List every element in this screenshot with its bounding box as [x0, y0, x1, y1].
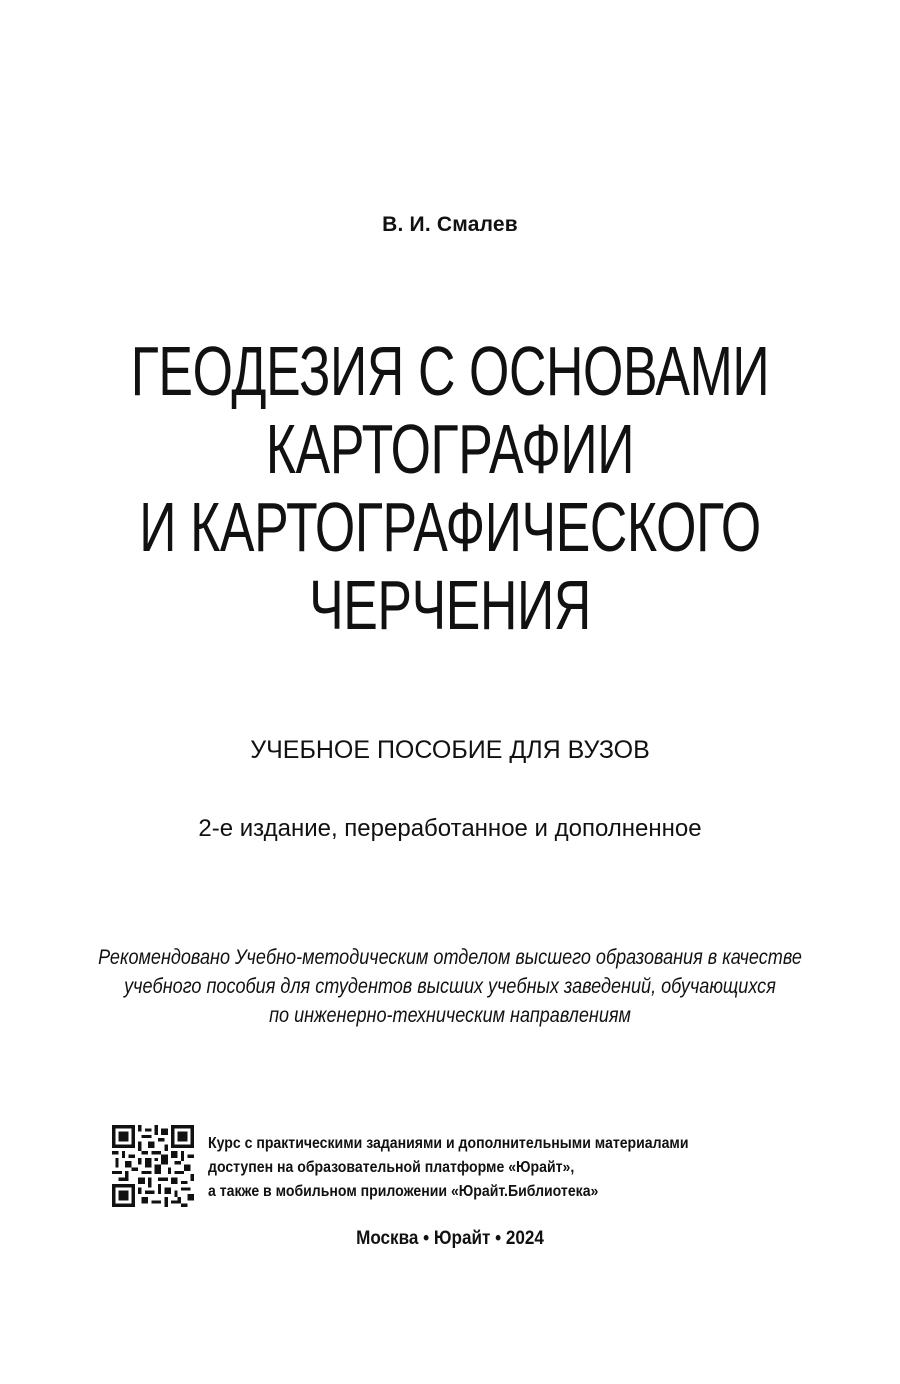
- course-line: доступен на образовательной платформе «Юрайт»,: [208, 1159, 575, 1176]
- course-line: Курс с практическими заданиями и дополнительными материалами: [208, 1135, 689, 1152]
- edition-note: 2-е издание, переработанное и дополненное: [198, 815, 702, 842]
- course-info: [208, 1132, 688, 1204]
- recommendation-line: учебного пособия для студентов высших учебных заведений, обучающихся: [124, 975, 776, 998]
- publisher-imprint: Москва • Юрайт • 2024: [356, 1228, 544, 1249]
- author-name: В. И. Смалев: [382, 213, 518, 236]
- recommendation-line: по инженерно-техническим направлениям: [269, 1004, 631, 1027]
- course-line: а также в мобильном приложении «Юрайт.Библиотека»: [208, 1183, 599, 1200]
- book-subtitle: УЧЕБНОЕ ПОСОБИЕ ДЛЯ ВУЗОВ: [250, 736, 650, 764]
- book-title: [117, 332, 783, 644]
- title-line: ЧЕРЧЕНИЯ: [309, 566, 591, 644]
- recommendation-line: Рекомендовано Учебно-методическим отделом высшего образования в качестве: [98, 946, 802, 969]
- qr-code-icon[interactable]: [112, 1125, 194, 1207]
- recommendation-note: [63, 943, 837, 1030]
- title-line: КАРТОГРАФИИ: [265, 410, 635, 488]
- title-line: ГЕОДЕЗИЯ С ОСНОВАМИ: [130, 332, 770, 410]
- title-line: И КАРТОГРАФИЧЕСКОГО: [139, 488, 761, 566]
